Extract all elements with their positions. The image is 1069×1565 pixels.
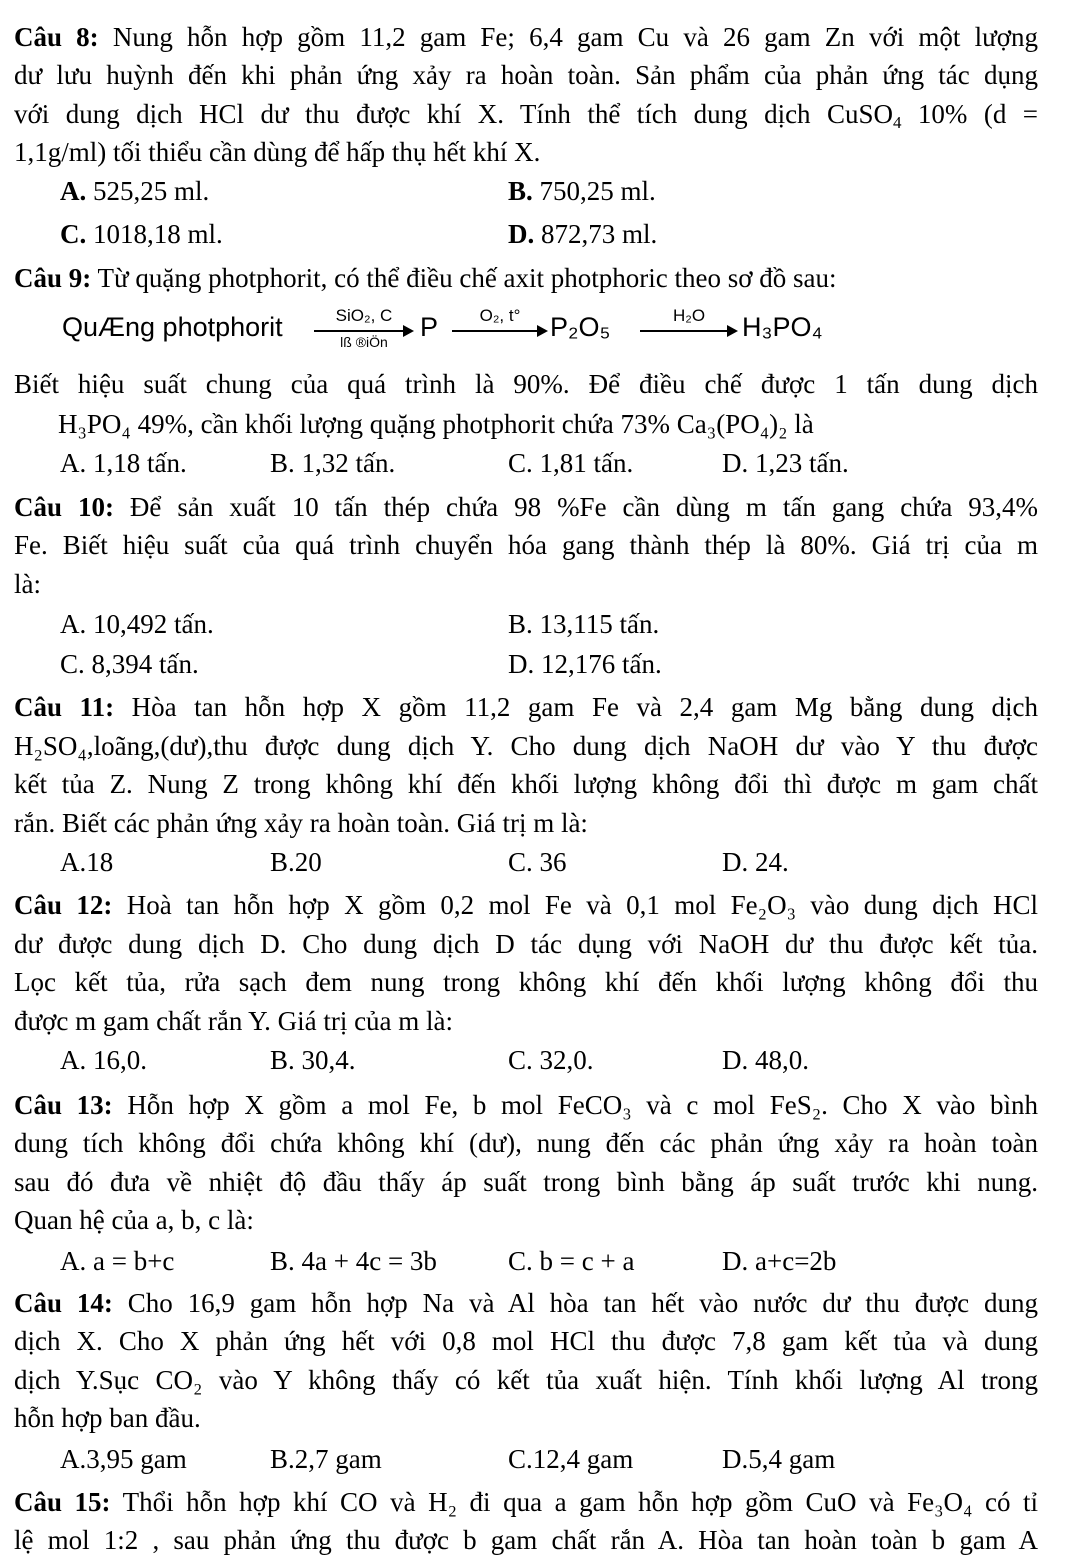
q10-label: Câu 10:: [14, 492, 114, 522]
q9-option-a[interactable]: A. 1,18 tấn.: [60, 448, 187, 478]
scheme-h3po4: H₃PO₄: [742, 312, 823, 342]
scheme-arrow-2: O₂, t°: [452, 308, 548, 352]
q15-line-2: lệ mol 1:2 , sau phản ứng thu được b gam chất rắn A. Hòa tan hoàn toàn b gam A: [14, 1525, 1038, 1555]
q11-option-d[interactable]: D. 24.: [722, 847, 789, 877]
q14-option-d[interactable]: D.5,4 gam: [722, 1444, 836, 1474]
q10-option-a[interactable]: A. 10,492 tấn.: [60, 609, 214, 639]
q13-line-3: sau đó đưa về nhiệt độ đầu thấy áp suất trong bình bằng áp suất trước khi nung.: [14, 1167, 1038, 1197]
q9-line-3: H₃PO₄ 49%, cần khối lượng quặng photphorit chứa 73% Ca₃(PO₄)₂ là: [58, 409, 814, 439]
scheme-start: QuÆng photphorit: [62, 312, 283, 342]
q8-option-d[interactable]: D. 872,73 ml.: [508, 219, 658, 249]
q11-line-2: H₂SO₄,loãng,(dư),thu được dung dịch Y. Cho dung dịch NaOH dư vào Y thu được: [14, 731, 1038, 761]
q15-line-1: Câu 15: Thổi hỗn hợp khí CO và H₂ đi qua a gam hỗn hợp gồm CuO và Fe₃O₄ có tỉ: [14, 1487, 1038, 1517]
q8-line-4: 1,1g/ml) tối thiểu cần dùng để hấp thụ hết khí X.: [14, 137, 541, 167]
q9-option-d[interactable]: D. 1,23 tấn.: [722, 448, 849, 478]
scheme-p2o5: P₂O₅: [550, 312, 611, 342]
q12-option-b[interactable]: B. 30,4.: [270, 1045, 356, 1075]
q13-option-c[interactable]: C. b = c + a: [508, 1246, 635, 1276]
q8-line-3: với dung dịch HCl dư thu được khí X. Tính thể tích dung dịch CuSO$_4$ 10% (d =: [14, 99, 1038, 132]
q12-option-c[interactable]: C. 32,0.: [508, 1045, 594, 1075]
q10-option-d[interactable]: D. 12,176 tấn.: [508, 649, 662, 679]
q14-line-1: Câu 14: Cho 16,9 gam hỗn hợp Na và Al hòa tan hết vào nước dư thu được dung: [14, 1288, 1038, 1318]
q10-line-1: Câu 10: Để sản xuất 10 tấn thép chứa 98 %Fe cần dùng m tấn gang chứa 93,4%: [14, 492, 1038, 522]
q8-line-2: dư lưu huỳnh đến khi phản ứng xảy ra hoàn toàn. Sản phẩm của phản ứng tác dụng: [14, 60, 1038, 90]
q9-option-b[interactable]: B. 1,32 tấn.: [270, 448, 396, 478]
q9-option-c[interactable]: C. 1,81 tấn.: [508, 448, 634, 478]
q10-line-3: là:: [14, 569, 41, 599]
scheme-p: P: [420, 312, 439, 342]
q11-label: Câu 11:: [14, 692, 115, 722]
scheme-arrow-3: H₂O: [640, 308, 738, 352]
q12-line-1: Câu 12: Hoà tan hỗn hợp X gồm 0,2 mol Fe và 0,1 mol Fe₂O₃ vào dung dịch HCl: [14, 890, 1039, 920]
q8-option-b[interactable]: B. 750,25 ml.: [508, 176, 656, 206]
q11-line-4: rắn. Biết các phản ứng xảy ra hoàn toàn. Giá trị m là:: [14, 808, 588, 838]
q9-line-1: Câu 9: Từ quặng photphorit, có thể điều chế axit photphoric theo sơ đồ sau:: [14, 263, 837, 293]
q14-option-a[interactable]: A.3,95 gam: [60, 1444, 187, 1474]
q12-line-3: Lọc kết tủa, rửa sạch đem nung trong không khí đến khối lượng không đổi thu: [14, 967, 1038, 997]
q14-option-b[interactable]: B.2,7 gam: [270, 1444, 382, 1474]
q12-option-d[interactable]: D. 48,0.: [722, 1045, 809, 1075]
q8-option-c[interactable]: C. 1018,18 ml.: [60, 219, 223, 249]
q11-option-c[interactable]: C. 36: [508, 847, 567, 877]
scheme-arrow-1: SiO₂, C lß ®iÖn: [314, 308, 414, 352]
q14-line-2: dịch X. Cho X phản ứng hết với 0,8 mol HCl thu được 7,8 gam kết tủa và dung: [14, 1326, 1038, 1356]
q11-line-3: kết tủa Z. Nung Z trong không khí đến khối lượng không đổi thì được m gam chất: [14, 769, 1038, 799]
q11-line-1: Câu 11: Hòa tan hỗn hợp X gồm 11,2 gam Fe và 2,4 gam Mg bằng dung dịch: [14, 692, 1038, 722]
q14-option-c[interactable]: C.12,4 gam: [508, 1444, 634, 1474]
q14-line-4: hỗn hợp ban đầu.: [14, 1403, 201, 1433]
q12-option-a[interactable]: A. 16,0.: [60, 1045, 147, 1075]
q9-line-2: Biết hiệu suất chung của quá trình là 90%. Để điều chế được 1 tấn dung dịch: [14, 369, 1038, 399]
q13-label: Câu 13:: [14, 1090, 113, 1120]
q15-label: Câu 15:: [14, 1487, 111, 1517]
q8-option-a[interactable]: A. 525,25 ml.: [60, 176, 210, 206]
q10-option-c[interactable]: C. 8,394 tấn.: [60, 649, 199, 679]
q14-label: Câu 14:: [14, 1288, 113, 1318]
q8-label: Câu 8:: [14, 22, 99, 52]
q12-label: Câu 12:: [14, 890, 113, 920]
q13-option-a[interactable]: A. a = b+c: [60, 1246, 175, 1276]
q13-option-b[interactable]: B. 4a + 4c = 3b: [270, 1246, 437, 1276]
q11-option-a[interactable]: A.18: [60, 847, 114, 877]
q10-line-2: Fe. Biết hiệu suất của quá trình chuyển hóa gang thành thép là 80%. Giá trị của m: [14, 530, 1038, 560]
q13-line-4: Quan hệ của a, b, c là:: [14, 1205, 254, 1235]
q12-line-4: được m gam chất rắn Y. Giá trị của m là:: [14, 1006, 454, 1036]
q13-option-d[interactable]: D. a+c=2b: [722, 1246, 837, 1276]
q13-line-2: dung tích không đổi chứa không khí (dư), nung đến các phản ứng xảy ra hoàn toàn: [14, 1128, 1038, 1158]
q9-label: Câu 9:: [14, 263, 92, 293]
q10-option-b[interactable]: B. 13,115 tấn.: [508, 609, 660, 639]
q14-line-3: dịch Y.Sục CO₂ vào Y không thấy có kết tủa xuất hiện. Tính khối lượng Al trong: [14, 1365, 1038, 1395]
q12-line-2: dư được dung dịch D. Cho dung dịch D tác dụng với NaOH dư thu được kết tủa.: [14, 929, 1038, 959]
q13-line-1: Câu 13: Hỗn hợp X gồm a mol Fe, b mol FeCO₃ và c mol FeS₂. Cho X vào bình: [14, 1090, 1038, 1120]
q11-option-b[interactable]: B.20: [270, 847, 322, 877]
q8-line-1: Câu 8: Nung hỗn hợp gồm 11,2 gam Fe; 6,4 gam Cu và 26 gam Zn với một lượng: [14, 22, 1038, 52]
